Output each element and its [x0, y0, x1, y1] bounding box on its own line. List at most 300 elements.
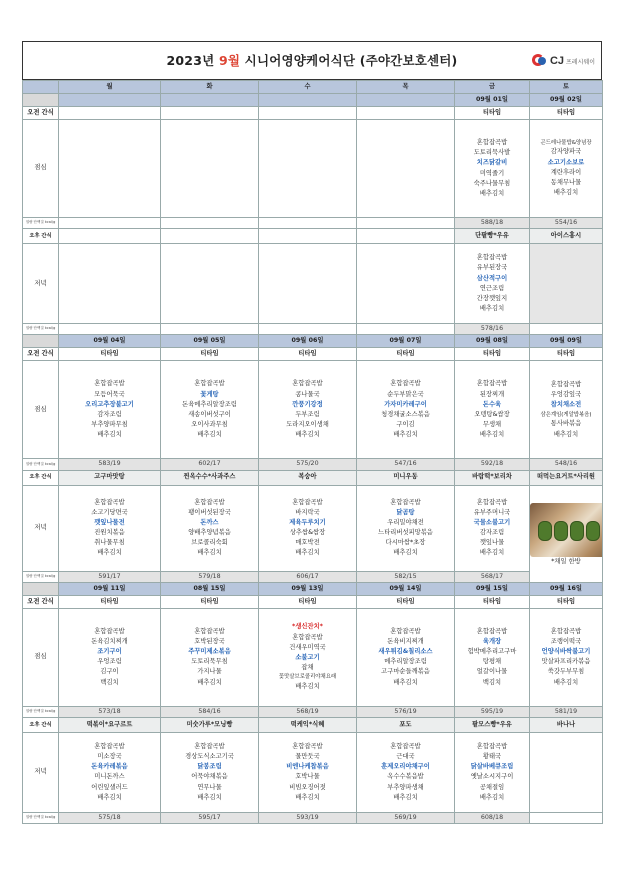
lunch-cell [455, 608, 530, 706]
date-cell: 09월 08일 [455, 335, 530, 348]
menu-item: 조랭이떡국 [550, 637, 582, 645]
page-title [23, 51, 601, 69]
am-snack-cell: 티타임 [259, 595, 357, 608]
date-cell [59, 94, 161, 107]
cal-cell: 547/16 [357, 459, 455, 470]
day-header-5: 토 [530, 81, 603, 94]
menu-item: 배추김치 [553, 430, 579, 438]
menu-item: 배추김치 [295, 549, 320, 557]
cal-cell [530, 812, 603, 823]
menu-item: 새우튀김&칠리소스 [378, 648, 433, 656]
date-cell: 08월 15일 [161, 582, 259, 595]
pm-snack-cell: 팥모스빵*우유 [455, 717, 530, 732]
lunch-label: 점심 [23, 608, 59, 706]
menu-item: 혼합잡곡밥 [390, 498, 421, 506]
menu-item: 혼합잡곡밥 [292, 498, 323, 506]
menu-item: 혼합잡곡밥 [390, 380, 421, 388]
menu-item: 우엉조림 [97, 658, 122, 666]
day-header-4: 금 [455, 81, 530, 94]
date-cell: 09월 16일 [530, 582, 603, 595]
dinner-row [23, 244, 603, 324]
menu-item: 통사바볶음 [550, 420, 582, 428]
menu-item: 감자조림 [97, 410, 122, 418]
menu-item: 숙주나물무침 [473, 179, 511, 187]
am-snack-cell: 티타임 [59, 348, 161, 361]
dinner-row [23, 485, 603, 571]
menu-item: 삼산적구이 [476, 274, 508, 282]
menu-item: 매호박전 [295, 539, 320, 547]
dinner-cell [59, 485, 161, 571]
menu-item: 고구마순들깨볶음 [381, 668, 430, 676]
menu-item: 혼합잡곡밥 [390, 742, 421, 750]
menu-item: *생신잔치* [292, 623, 323, 631]
menu-item: 깐풍기강정 [292, 400, 323, 408]
lunch-row [23, 361, 603, 459]
lunch-row [23, 608, 603, 706]
lunch-cal-row [23, 218, 603, 229]
dinner-cal-row [23, 812, 603, 823]
menu-item: 느타리버섯피망볶음 [378, 529, 433, 537]
date-cell: 09월 06일 [259, 335, 357, 348]
dinner-cell [59, 732, 161, 812]
menu-item: 쑥갓두부무침 [547, 668, 585, 676]
menu-item: 구이김 [396, 421, 415, 429]
pm-snack-cell: 미숫가루*모닝빵 [161, 717, 259, 732]
dinner-cal-row [23, 324, 603, 335]
lunch-cal-row [23, 459, 603, 470]
menu-item: 꽃맛살브로콜리야채요래 [278, 674, 337, 681]
cal-cell: 576/19 [357, 706, 455, 717]
menu-item: 혼합잡곡밥 [550, 381, 582, 389]
lunch-cell [161, 120, 259, 218]
dinner-label: 저녁 [23, 732, 59, 812]
pm-snack-row [23, 717, 603, 732]
cal-label: 열량 단백질 kcal/g [23, 324, 59, 335]
menu-item: 돈육비지찌개 [387, 637, 424, 645]
menu-item: 우리밀야채전 [387, 518, 424, 526]
menu-item: 오뎅탕&쌈장 [474, 410, 510, 418]
date-cell: 09월 13일 [259, 582, 357, 595]
menu-sheet [22, 41, 602, 821]
menu-item: 가지나물 [197, 668, 222, 676]
am-snack-cell: 티타임 [59, 595, 161, 608]
date-cell [161, 94, 259, 107]
menu-item: 배추김치 [197, 549, 222, 557]
cal-cell: 569/19 [357, 812, 455, 823]
menu-item: 혼합잡곡밥 [476, 380, 508, 388]
menu-item: 조기구이 [97, 648, 122, 656]
cal-label: 열량 단백질 kcal/g [23, 812, 59, 823]
am-snack-cell: 티타임 [357, 595, 455, 608]
menu-item: 도라지오이생채 [286, 421, 329, 429]
menu-item: 공채절임 [479, 783, 505, 791]
dinner-row [23, 732, 603, 812]
dinner-cell [59, 244, 161, 324]
menu-item: 배추김치 [479, 305, 505, 313]
menu-item: 곤드레나물밥&양념장 [540, 139, 592, 146]
menu-item: 연근조림 [479, 284, 505, 292]
lunch-cell [357, 361, 455, 459]
dinner-label: 저녁 [23, 244, 59, 324]
cal-cell: 591/17 [59, 571, 161, 582]
menu-item: 혼합잡곡밥 [292, 742, 323, 750]
lunch-cell [259, 120, 357, 218]
date-cell: 09월 04일 [59, 335, 161, 348]
am-snack-cell: 티타임 [455, 595, 530, 608]
am-snack-label: 오전 간식 [23, 107, 59, 120]
wrap-roll-shape [538, 521, 552, 541]
menu-item: 닭봉조림 [197, 763, 222, 771]
pm-snack-row [23, 229, 603, 244]
menu-item: 혼합잡곡밥 [292, 633, 323, 641]
date-row [23, 582, 603, 595]
pm-snack-cell: 단팥빵*우유 [455, 229, 530, 244]
am-snack-cell [259, 107, 357, 120]
menu-item: 혼합잡곡밥 [476, 254, 508, 262]
dinner-cell [530, 244, 603, 324]
menu-item: 혼합잡곡밥 [550, 627, 582, 635]
menu-item: 돈수육 [482, 400, 502, 408]
pm-snack-label: 오후 간식 [23, 470, 59, 485]
menu-item: 어묵야채볶음 [191, 773, 228, 781]
menu-item: 깻잎나물 [479, 539, 505, 547]
cal-cell [59, 218, 161, 229]
lunch-cell [259, 608, 357, 706]
pm-snack-cell [161, 229, 259, 244]
dinner-cell [455, 732, 530, 812]
menu-item: 배추김치 [479, 431, 505, 439]
food-photo [530, 503, 603, 557]
date-label-cell [23, 94, 59, 107]
cal-cell: 581/19 [530, 706, 603, 717]
menu-item: 청경채굴소스볶음 [381, 410, 430, 418]
pm-snack-cell: 고구마맛탕 [59, 470, 161, 485]
menu-item: 돈육김치찌개 [91, 637, 128, 645]
menu-item: 새송이버섯구이 [188, 410, 231, 418]
pm-snack-label: 오후 간식 [23, 717, 59, 732]
menu-item: 배추김치 [393, 549, 418, 557]
am-snack-cell: 티타임 [530, 107, 603, 120]
dinner-cell [161, 244, 259, 324]
date-row [23, 94, 603, 107]
lunch-cell [530, 361, 603, 459]
menu-item: 혼합잡곡밥 [390, 627, 421, 635]
menu-item: 혼합잡곡밥 [94, 742, 125, 750]
menu-item: 배추김치 [197, 793, 222, 801]
menu-item: 옛날소시지구이 [470, 773, 514, 781]
menu-item: 깻잎나물전 [94, 518, 125, 526]
menu-item: 국물소불고기 [473, 518, 511, 526]
menu-item: 소불고기 [295, 653, 320, 661]
menu-item: 닭살바베큐조림 [470, 763, 514, 771]
menu-item: 무생채 [482, 421, 502, 429]
menu-item: 된장찌개 [479, 390, 505, 398]
cal-cell: 548/16 [530, 459, 603, 470]
menu-item: 육개장 [482, 637, 502, 645]
am-snack-cell [161, 107, 259, 120]
menu-item: 양배추양념볶음 [188, 529, 231, 537]
menu-item: 비엔나케찹볶음 [286, 763, 329, 771]
pm-snack-cell: 바나나 [530, 717, 603, 732]
title-bar [22, 41, 602, 80]
menu-item: 어린잎샐러드 [91, 783, 128, 791]
cal-cell: 573/18 [59, 706, 161, 717]
lunch-cell [455, 120, 530, 218]
pm-snack-cell: 떡볶이*요구르트 [59, 717, 161, 732]
menu-item: 물만둣국 [295, 753, 320, 761]
date-cell: 09월 14일 [357, 582, 455, 595]
menu-item: 메추리알장조림 [384, 658, 427, 666]
menu-item: 혼합잡곡밥 [194, 627, 225, 635]
menu-item: 우엉감잎국 [550, 391, 582, 399]
menu-item: 제육두루치기 [289, 518, 326, 526]
cal-cell: 584/16 [161, 706, 259, 717]
menu-item: 얼갈이나물 [476, 668, 508, 676]
menu-item: 혼합잡곡밥 [292, 380, 323, 388]
cal-cell: 578/16 [455, 324, 530, 335]
am-snack-cell: 티타임 [357, 348, 455, 361]
menu-item: 언양식바싹불고기 [541, 648, 591, 656]
menu-item: 바지락국 [295, 508, 320, 516]
dinner-cell [161, 485, 259, 571]
cal-cell: 575/20 [259, 459, 357, 470]
cal-cell: 554/16 [530, 218, 603, 229]
menu-item: 계란후라이 [550, 168, 582, 176]
menu-item: 도토리묵무침 [191, 658, 228, 666]
am-snack-cell: 티타임 [455, 348, 530, 361]
menu-item: 상추쌈&쌈장 [289, 529, 326, 537]
date-cell: 09월 01일 [455, 94, 530, 107]
am-snack-cell [59, 107, 161, 120]
dinner-cell [357, 732, 455, 812]
cal-cell [259, 324, 357, 335]
cal-cell: 575/18 [59, 812, 161, 823]
pm-snack-cell: 찐옥수수*사과주스 [161, 470, 259, 485]
menu-item: 돈까스 [200, 518, 219, 526]
cal-cell: 593/19 [259, 812, 357, 823]
dinner-cell [530, 732, 603, 812]
title-year: 2023년 [166, 53, 219, 68]
menu-item: 다시마쌈*초장 [385, 539, 426, 547]
menu-item: 배추김치 [393, 793, 418, 801]
day-header-row [23, 81, 603, 94]
wrap-roll-shape [602, 521, 603, 541]
menu-item: 황태국 [482, 753, 502, 761]
menu-item: 배추김치 [197, 678, 222, 686]
am-snack-cell: 티타임 [530, 348, 603, 361]
cal-cell: 588/18 [455, 218, 530, 229]
am-snack-cell: 티타임 [455, 107, 530, 120]
dinner-cell [357, 485, 455, 571]
menu-item: 주꾸미제소볶음 [188, 648, 231, 656]
menu-item: 건새우미역국 [289, 643, 326, 651]
lunch-cell [455, 361, 530, 459]
lunch-cell [357, 608, 455, 706]
menu-item: 간장깻잎지 [476, 294, 508, 302]
menu-item: 가자미카레구이 [384, 400, 427, 408]
lunch-label: 점심 [23, 120, 59, 218]
menu-item: 참치채소전 [550, 401, 582, 409]
menu-item: 배추김치 [197, 431, 222, 439]
menu-item: 진원치볶음 [94, 529, 125, 537]
wrap-roll-shape [570, 521, 584, 541]
am-snack-cell: 티타임 [161, 348, 259, 361]
menu-item: 브로콜리숙회 [191, 539, 228, 547]
date-label-cell [23, 335, 59, 348]
menu-item: 옥수수볶음밥 [387, 773, 424, 781]
menu-item: 유부주머니국 [473, 508, 511, 516]
am-snack-cell [357, 107, 455, 120]
menu-item: 혼합잡곡밥 [476, 627, 508, 635]
menu-item: 오리고추장불고기 [85, 400, 134, 408]
am-snack-row [23, 107, 603, 120]
menu-item: 배추김치 [479, 793, 505, 801]
menu-item: 배추김치 [393, 431, 418, 439]
menu-item: 동채무나물 [550, 178, 582, 186]
menu-item: 배추김치 [97, 793, 122, 801]
dinner-cell [455, 485, 530, 571]
menu-item: 오이사과무침 [191, 421, 228, 429]
lunch-cal-row [23, 706, 603, 717]
dinner-cal-row [23, 571, 603, 582]
cal-label: 열량 단백질 kcal/g [23, 571, 59, 582]
cj-logo [532, 52, 595, 70]
am-snack-row [23, 595, 603, 608]
cal-cell [530, 324, 603, 335]
pm-snack-cell [357, 229, 455, 244]
am-snack-cell: 티타임 [259, 348, 357, 361]
date-cell: 09월 11일 [59, 582, 161, 595]
lunch-cell [357, 120, 455, 218]
date-cell: 09월 02일 [530, 94, 603, 107]
menu-item: 경상도식소고기국 [185, 753, 234, 761]
pm-snack-cell: 떡케익*식혜 [259, 717, 357, 732]
menu-item: 혼합잡곡밥 [94, 627, 125, 635]
title-rest: 시니어영양케어식단 (주야간보호센터) [240, 53, 458, 68]
wrap-roll-shape [586, 521, 600, 541]
menu-item: 배추김치 [479, 189, 505, 197]
cal-cell [357, 324, 455, 335]
menu-item: 훈제오리야채구이 [381, 763, 430, 771]
pm-snack-cell [59, 229, 161, 244]
cal-cell: 595/19 [455, 706, 530, 717]
logo-name-text: 프레시웨이 [566, 58, 595, 66]
lunch-row [23, 120, 603, 218]
menu-item: 소고기소보로 [547, 158, 585, 166]
menu-item: 백김치 [482, 678, 502, 686]
lunch-cell [161, 608, 259, 706]
menu-table [22, 80, 603, 824]
menu-item: 근대국 [396, 753, 415, 761]
pm-snack-cell [259, 229, 357, 244]
menu-item: 순두부맑은국 [387, 390, 424, 398]
lunch-cell [161, 361, 259, 459]
menu-item: 삼은계임(게알밥볶음) [540, 411, 592, 418]
pm-snack-label: 오후 간식 [23, 229, 59, 244]
cal-cell: 568/19 [259, 706, 357, 717]
menu-item: 혼합잡곡밥 [476, 742, 508, 750]
menu-item: 김구이 [100, 668, 119, 676]
menu-item: 배추김치 [553, 189, 579, 197]
menu-item: 소고기당면국 [91, 508, 128, 516]
menu-item: 부추양파생채 [387, 783, 424, 791]
menu-item: 닭곰탕 [396, 508, 415, 516]
menu-item: 혼합잡곡밥 [94, 498, 125, 506]
dinner-label: 저녁 [23, 485, 59, 571]
date-cell: 09월 09일 [530, 335, 603, 348]
pm-snack-cell: 떠먹는요거트*사리원 [530, 470, 603, 485]
menu-item: 돈육메추리알장조림 [182, 400, 237, 408]
menu-item: 배추김치 [295, 683, 320, 690]
dinner-cell [455, 244, 530, 324]
am-snack-label: 오전 간식 [23, 595, 59, 608]
menu-item: 콩나물국 [295, 390, 320, 398]
cal-cell: 606/17 [259, 571, 357, 582]
menu-item: 취나물무침 [94, 539, 125, 547]
menu-item: 배추김치 [295, 431, 320, 439]
menu-item: 혼합잡곡밥 [94, 380, 125, 388]
title-month: 9월 [218, 53, 241, 68]
date-cell: 09월 15일 [455, 582, 530, 595]
pm-snack-row [23, 470, 603, 485]
menu-item: 미소장국 [97, 753, 122, 761]
menu-item: 모듬어묵국 [94, 390, 125, 398]
menu-item: 배추김치 [97, 431, 122, 439]
am-snack-row [23, 348, 603, 361]
menu-item: 감자양파국 [550, 148, 582, 156]
menu-item: 배추김치 [553, 678, 579, 686]
menu-item: 혼합잡곡밥 [194, 742, 225, 750]
pm-snack-cell: 미니우동 [357, 470, 455, 485]
date-cell [357, 94, 455, 107]
menu-item: 유부된장국 [476, 264, 508, 272]
cal-cell: 583/19 [59, 459, 161, 470]
menu-item: 탕평채 [482, 658, 502, 666]
cal-cell [59, 324, 161, 335]
menu-item: 미역줄기 [479, 169, 505, 177]
day-header-2: 수 [259, 81, 357, 94]
wrap-roll-shape [554, 521, 568, 541]
lunch-cell [530, 608, 603, 706]
lunch-cell [59, 608, 161, 706]
lunch-cell [259, 361, 357, 459]
menu-item: 호박나물 [295, 773, 320, 781]
menu-item: 치즈닭갈비 [476, 159, 508, 167]
corner-cell [23, 81, 59, 94]
menu-item: 험박메추리고구마 [467, 648, 517, 656]
menu-item: 혼합잡곡밥 [476, 138, 508, 146]
menu-item: 혼합잡곡밥 [476, 498, 508, 506]
date-label-cell [23, 582, 59, 595]
am-snack-cell: 티타임 [161, 595, 259, 608]
cal-cell [161, 218, 259, 229]
menu-item: 비빔오징어젓 [289, 783, 326, 791]
cj-logo-icon [532, 53, 548, 69]
day-header-1: 화 [161, 81, 259, 94]
menu-item: 백김치 [100, 678, 119, 686]
am-snack-cell: 티타임 [530, 595, 603, 608]
dinner-cell [530, 485, 603, 582]
dinner-cell [357, 244, 455, 324]
cal-cell: 602/17 [161, 459, 259, 470]
menu-item: 혼합잡곡밥 [194, 498, 225, 506]
menu-item: 맛살파프리카볶음 [541, 658, 591, 666]
cal-cell: 582/15 [357, 571, 455, 582]
logo-mark-text: CJ [549, 55, 565, 67]
dinner-cell [161, 732, 259, 812]
date-cell: 09월 05일 [161, 335, 259, 348]
pm-snack-cell: 아이스홍시 [530, 229, 603, 244]
